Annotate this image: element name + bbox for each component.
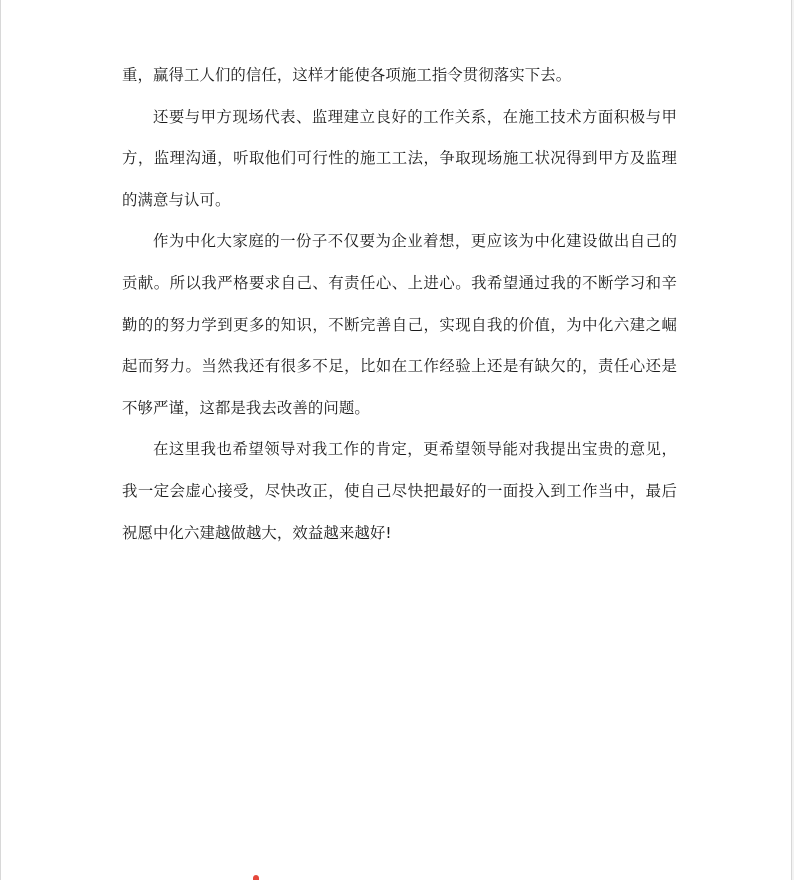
paragraph-2: 还要与甲方现场代表、监理建立良好的工作关系，在施工技术方面积极与甲方，监理沟通，听取他们可行性的施工工法，争取现场施工状况得到甲方及监理的满意与认可。 — [122, 107, 677, 209]
paragraph-4: 在这里我也希望领导对我工作的肯定，更希望领导能对我提出宝贵的意见，我一定会虚心接受，尽快改正，使自己尽快把最好的一面投入到工作当中，最后祝愿中化六建越做越大，效益越来越好! — [122, 440, 677, 542]
paragraph-1: 重，赢得工人们的信任，这样才能使各项施工指令贯彻落实下去。 — [122, 66, 572, 84]
paragraph-3: 作为中化大家庭的一份子不仅要为企业着想，更应该为中化建设做出自己的贡献。所以我严格要求自己、有责任心、上进心。我希望通过我的不断学习和辛勤的的努力学到更多的知识，不断完善自己，实现自我的价值，为中化六建之崛起而努力。当然我还有很多不足，比如在工作经验上还是有缺欠的，责任心还是不够严谨，这都是我去改善的问题。 — [122, 232, 677, 417]
red-mark-icon — [253, 875, 259, 880]
document-body — [122, 55, 677, 554]
